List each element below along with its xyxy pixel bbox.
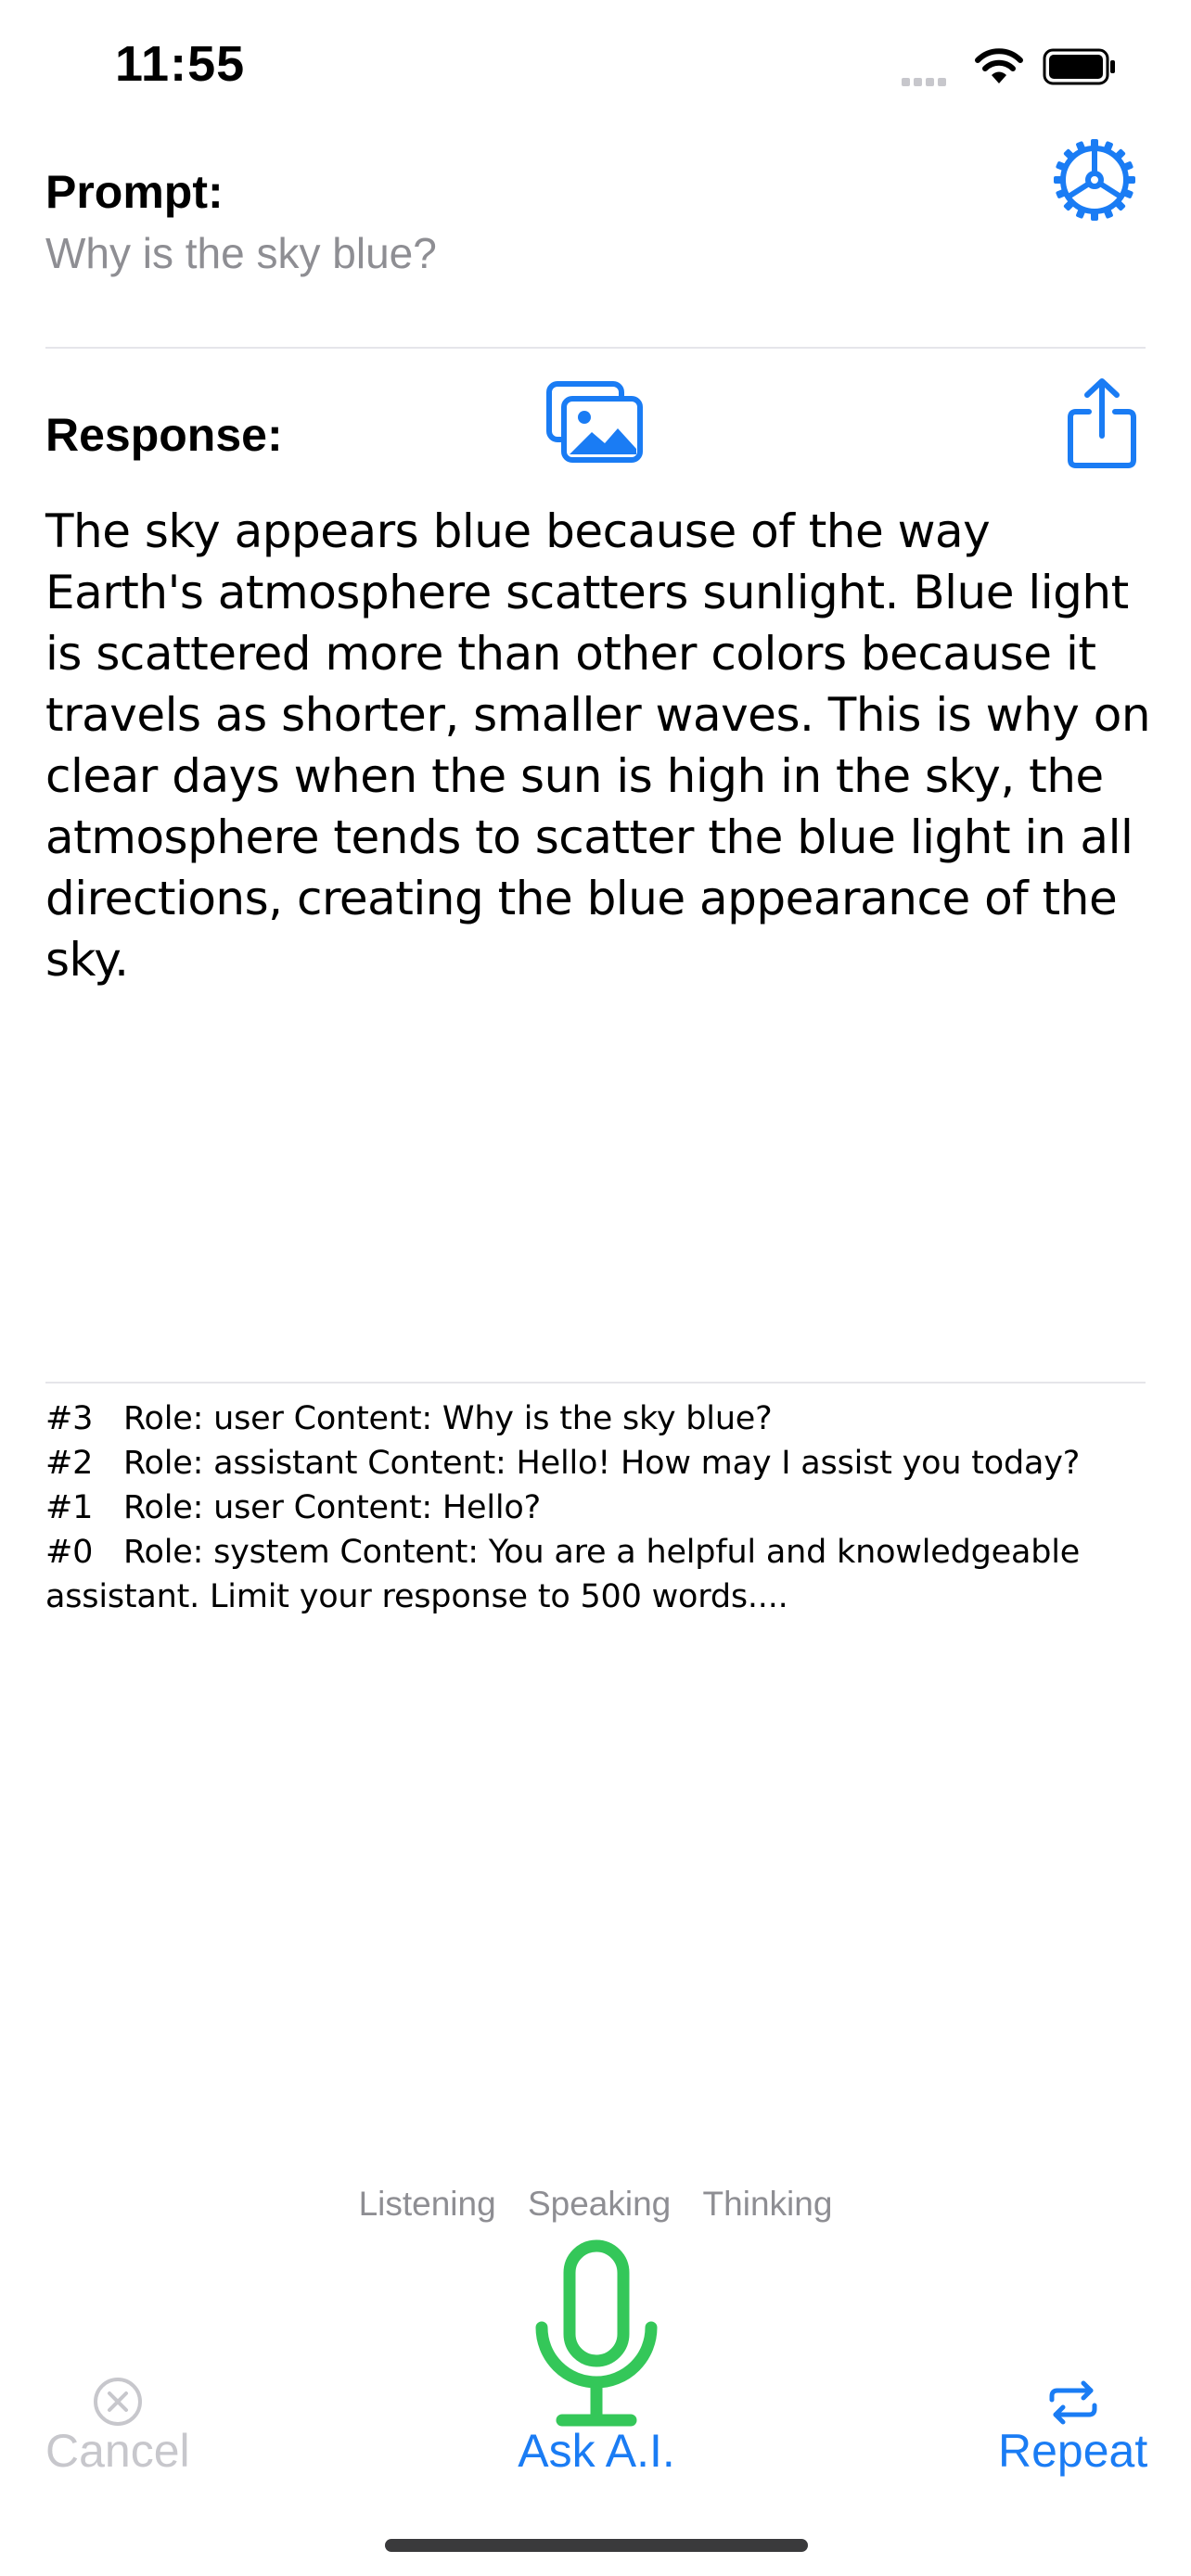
state-indicators [0,2185,1191,2224]
history-divider [45,1382,1146,1384]
response-text: The sky appears blue because of the way Earth's atmosphere scatters sunlight. Blue light is scattered more than other colors because it travels as shorter, smaller waves. This is why on clear days when the sun is high in the sky, the atmosphere tends to scatter the blue light in all directions, creating the blue appearance of the sky. [45,504,1151,987]
ask-ai-button[interactable]: Ask A.I. [518,2425,675,2477]
state-speaking: Speaking [527,2185,672,2223]
history-item-number: #2 [45,1445,94,1482]
history-item-text: Role: user Content: Why is the sky blue? [123,1400,773,1437]
gear-icon[interactable] [1050,135,1139,224]
history-item [45,1441,1149,1486]
prompt-text: Why is the sky blue? [45,229,437,277]
photo-stack-icon[interactable] [545,380,644,464]
history-item-text: Role: user Content: Hello? [123,1489,542,1526]
repeat-icon [1046,2379,1100,2426]
response-label: Response: [45,409,283,461]
status-time: 11:55 [115,36,246,92]
conversation-history [45,1396,1149,1619]
history-item [45,1530,1149,1619]
history-item [45,1396,1149,1441]
microphone-icon[interactable] [532,2238,660,2429]
history-item-number: #3 [45,1400,94,1437]
state-listening: Listening [358,2185,496,2223]
home-indicator[interactable] [385,2539,808,2552]
share-icon[interactable] [1065,376,1139,469]
state-thinking: Thinking [702,2185,833,2223]
repeat-button[interactable]: Repeat [998,2425,1148,2477]
prompt-divider [45,347,1146,349]
cellular-signal-icon [902,74,950,91]
cancel-button[interactable]: Cancel [45,2425,190,2477]
x-circle-icon [92,2376,144,2428]
history-item-number: #1 [45,1489,94,1526]
history-item-text: Role: system Content: You are a helpful and knowledgeable assistant. Limit your response to 500 words.... [45,1534,1081,1615]
prompt-label: Prompt: [45,166,224,218]
history-item-text: Role: assistant Content: Hello! How may I assist you today? [123,1445,1081,1482]
wifi-icon [974,46,1024,85]
battery-icon [1043,48,1117,85]
history-item [45,1486,1149,1530]
history-item-number: #0 [45,1534,94,1571]
